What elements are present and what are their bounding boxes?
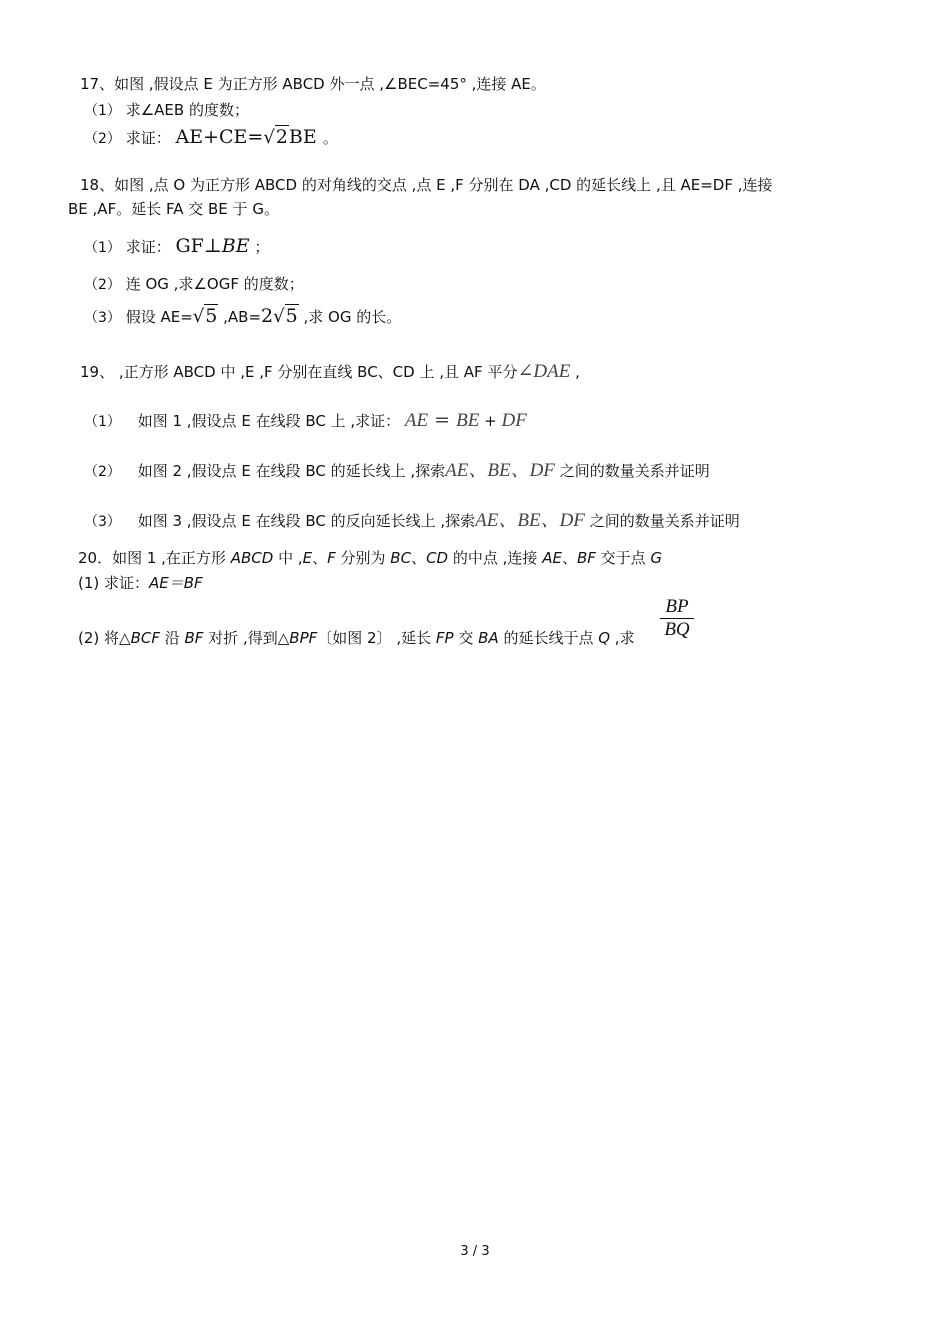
q20-p2-bf: BF xyxy=(184,629,204,647)
q18-formula-left: GF⊥ xyxy=(175,235,222,257)
q20-stem xyxy=(78,548,662,568)
q18-stem-line2: BE ,AF。延长 FA 交 BE 于 G。 xyxy=(68,200,279,218)
q20-stem-a: 20．如图 1 ,在正方形 xyxy=(78,549,231,567)
q18-part1-label: （1） xyxy=(84,240,121,256)
q20-stem-c: 、 xyxy=(312,549,328,567)
q19-part1-eq: = xyxy=(428,409,457,431)
q20-p2-b: 沿 xyxy=(159,629,185,647)
q17-stem: 17、如图 ,假设点 E 为正方形 ABCD 外一点 ,∠BEC=45° ,连接 AE。 xyxy=(80,75,546,93)
q20-p2-e: 交 xyxy=(453,629,479,647)
page-number: 3 / 3 xyxy=(460,1244,490,1259)
q20-p2-f: 的延长线于点 xyxy=(498,629,599,647)
q17-formula-right: BE xyxy=(288,126,317,148)
q19-stem-end: , xyxy=(570,363,580,381)
q20-p2-c: 对折 ,得到△ xyxy=(203,629,290,647)
q19-part1-label: （1） xyxy=(84,414,121,430)
q19-part1-plus: + xyxy=(479,412,502,430)
q20-p2-g: ,求 xyxy=(610,629,635,647)
q18-formula xyxy=(176,235,250,257)
q20-abcd: ABCD xyxy=(230,549,274,567)
q20-ae: AE xyxy=(542,549,562,567)
q19-stem-text: 19、 ,正方形 ABCD 中 ,E ,F 分别在直线 BC、CD 上 ,且 AF 平分 xyxy=(80,363,518,381)
q18-part1-text: 求证： xyxy=(125,238,171,256)
q17-part2 xyxy=(84,127,338,149)
q20-stem-f2: 的中点 ,连接 xyxy=(448,549,543,567)
q19-part3-text-b: 之间的数量关系并证明 xyxy=(589,512,740,530)
q20-f: F xyxy=(327,549,336,567)
q18-part2 xyxy=(84,274,304,295)
q17-part1-text: 求∠AEB 的度数； xyxy=(125,101,249,119)
q19-stem xyxy=(80,362,580,382)
q19-angle: ∠DAE xyxy=(517,361,571,382)
q19-part1 xyxy=(84,410,527,432)
q18-stem-line1: 18、如图 ,点 O 为正方形 ABCD 的对角线的交点 ,点 E ,F 分别在 DA ,CD 的延长线上 ,且 AE=DF ,连接 xyxy=(80,176,773,194)
q19-part1-df: DF xyxy=(501,410,527,431)
q20-stem-d: 分别为 xyxy=(335,549,391,567)
q18-part2-text: 连 OG ,求∠OGF 的度数； xyxy=(125,275,304,293)
q20-fraction xyxy=(660,596,694,641)
q20-part1-math: AE＝BF xyxy=(149,574,203,592)
q18-part3-text-b: ,AB= xyxy=(223,308,262,326)
q18-part3 xyxy=(84,306,401,328)
q19-part2-math: AE、BE、DF xyxy=(445,460,555,481)
q20-stem-h: 交于点 xyxy=(595,549,651,567)
q17-part2-text: 求证： xyxy=(125,129,171,147)
sqrt-icon: √2 xyxy=(263,126,288,148)
q20-p2-d: 〔如图 2〕 ,延长 xyxy=(317,629,436,647)
q17-part1-label: （1） xyxy=(84,103,121,119)
q17-radicand: 2 xyxy=(275,126,288,148)
q20-q: Q xyxy=(598,629,611,647)
q20-bf: BF xyxy=(576,549,596,567)
q19-part2-label: （2） xyxy=(84,464,121,480)
q17-formula xyxy=(176,126,323,148)
q19-part3 xyxy=(84,511,740,532)
q20-part2 xyxy=(78,628,635,648)
q20-fraction-numerator: BP xyxy=(665,596,689,617)
q20-e: E xyxy=(302,549,313,567)
q18-part3-text-c: ,求 OG 的长。 xyxy=(303,308,402,326)
sqrt-icon: √5 xyxy=(192,305,218,327)
q20-fp: FP xyxy=(435,629,454,647)
q19-part3-label: （3） xyxy=(84,514,121,530)
q18-part3-text-a: 假设 AE= xyxy=(125,308,193,326)
q18-part2-label: （2） xyxy=(84,277,121,293)
q18-part3-label: （3） xyxy=(84,310,121,326)
q19-part1-be: BE xyxy=(456,410,480,431)
q20-bcf: BCF xyxy=(130,629,160,647)
q18-radicand-a: 5 xyxy=(205,305,218,327)
q18-formula-right: BE xyxy=(221,235,250,257)
q19-part1-text: 如图 1 ,假设点 E 在线段 BC 上 ,求证： xyxy=(137,412,401,430)
q20-bc: BC xyxy=(390,549,412,567)
q19-part2-text-b: 之间的数量关系并证明 xyxy=(559,462,710,480)
q19-part1-ae: AE xyxy=(404,410,429,431)
q19-part3-math: AE、BE、DF xyxy=(475,510,585,531)
sqrt-icon: √5 xyxy=(273,305,298,327)
q17-formula-left: AE+CE= xyxy=(175,126,264,148)
q19-part3-text: 如图 3 ,假设点 E 在线段 BC 的反向延长线上 ,探索 xyxy=(137,512,476,530)
q20-cd: CD xyxy=(426,549,449,567)
q17-part2-end: 。 xyxy=(322,129,338,147)
q20-stem-e2: 、 xyxy=(411,549,427,567)
q20-p2-a: (2) 将△ xyxy=(78,629,131,647)
q17-part2-label: （2） xyxy=(84,131,121,147)
q20-stem-g2: 、 xyxy=(561,549,577,567)
q20-ba: BA xyxy=(478,629,499,647)
q20-part1 xyxy=(78,573,203,593)
q20-part1-label: (1) 求证： xyxy=(78,574,150,592)
q20-stem-b: 中 , xyxy=(273,549,303,567)
q19-part2-text: 如图 2 ,假设点 E 在线段 BC 的延长线上 ,探索 xyxy=(137,462,446,480)
q20-g: G xyxy=(650,549,663,567)
q18-part1-end: ； xyxy=(254,238,270,256)
q19-part2 xyxy=(84,461,710,482)
q20-bpf: BPF xyxy=(289,629,318,647)
q18-part1 xyxy=(84,236,269,258)
q20-fraction-denominator: BQ xyxy=(664,619,690,640)
q18-coef: 2 xyxy=(261,305,274,327)
q17-part1 xyxy=(84,100,249,121)
q18-radicand-b: 5 xyxy=(285,305,298,327)
